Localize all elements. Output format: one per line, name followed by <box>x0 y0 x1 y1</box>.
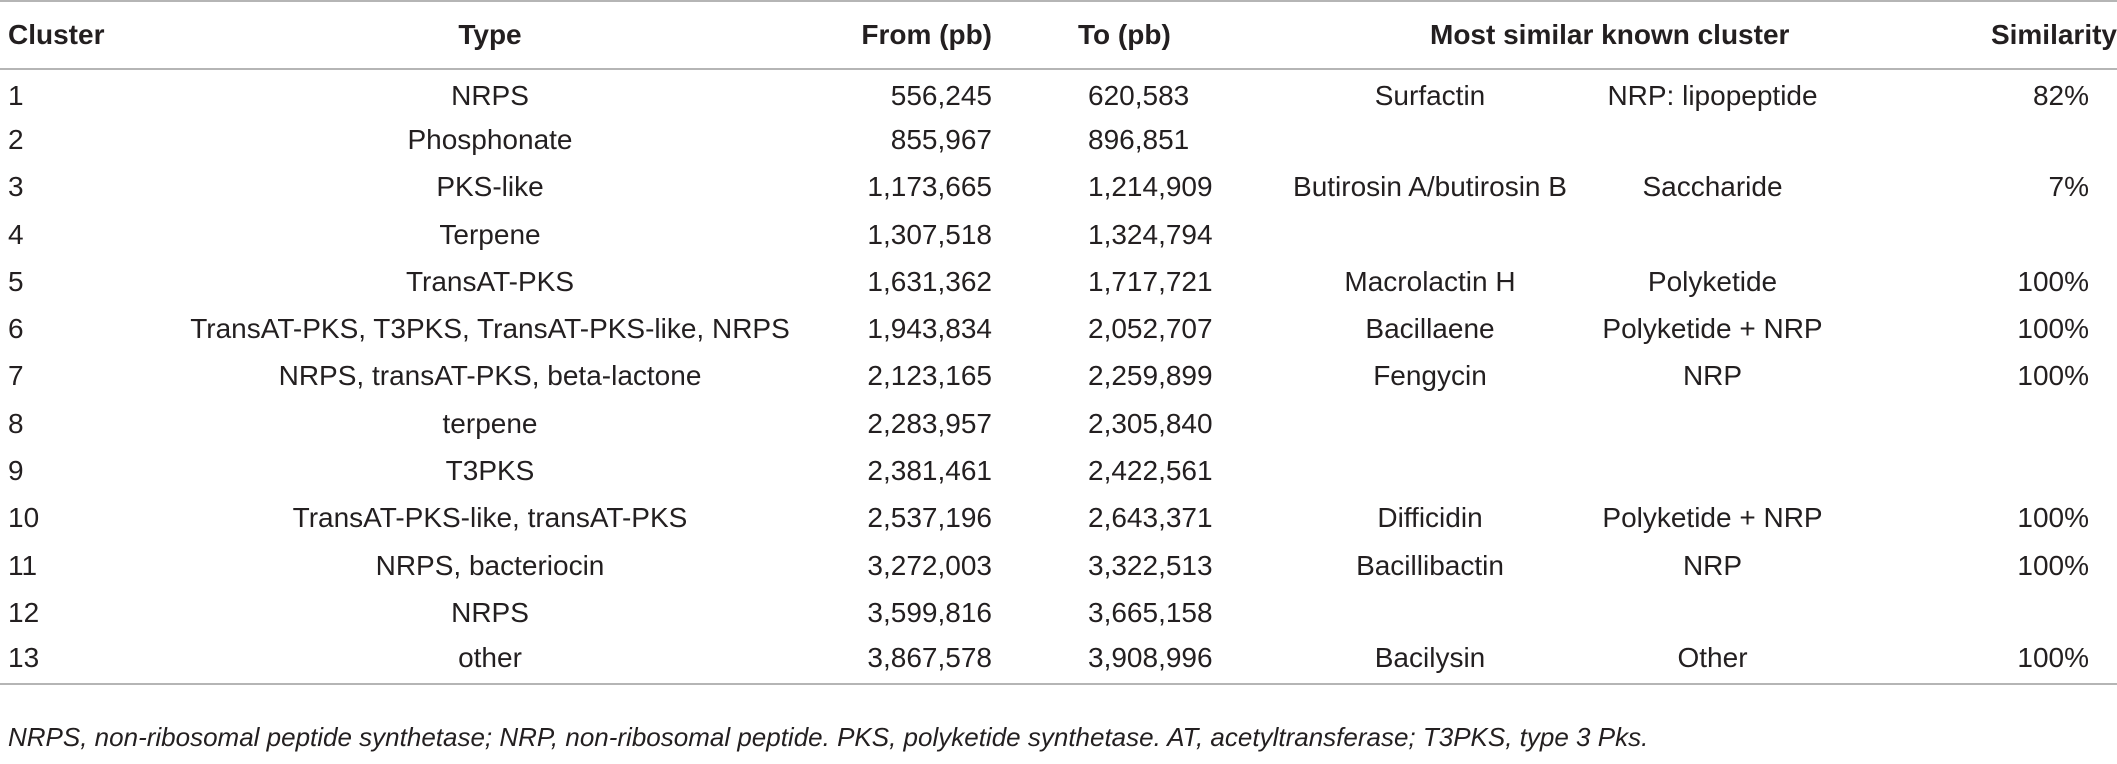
cell-cluster: 4 <box>8 218 24 250</box>
cell-cluster: 2 <box>8 123 24 155</box>
cell-to: 3,908,996 <box>1030 637 1270 684</box>
cell-cluster: 10 <box>8 502 40 534</box>
cell-similarity: 82% <box>2032 80 2090 112</box>
cell-cluster: 8 <box>8 407 24 439</box>
cell-type: TransAT-PKS-like, transAT-PKS <box>292 502 688 534</box>
table-row <box>0 211 2117 258</box>
cell-known-cluster: Macrolactin H <box>1344 265 1516 297</box>
table-row <box>0 495 2117 542</box>
cell-from: 1,631,362 <box>867 265 992 297</box>
cell-known-cluster: Surfactin <box>1374 80 1486 112</box>
table-row <box>0 637 2117 684</box>
cell-category: Saccharide <box>1642 171 1783 203</box>
table-row <box>0 116 2117 163</box>
cell-from: 1,943,834 <box>867 313 992 345</box>
cell-category <box>1590 447 1835 494</box>
cell-type: NRPS, transAT-PKS, beta-lactone <box>278 360 702 392</box>
cell-similarity <box>1835 211 2117 258</box>
cell-category: Polyketide <box>1647 265 1778 297</box>
table-row <box>0 164 2117 211</box>
table-row <box>0 589 2117 636</box>
cell-similarity: 7% <box>2048 171 2090 203</box>
cell-cluster: 12 <box>8 596 40 628</box>
cell-category: NRP: lipopeptide <box>1607 80 1818 112</box>
cell-to: 2,643,371 <box>1088 502 1213 534</box>
cell-similarity: 100% <box>2017 502 2090 534</box>
cell-type: NRPS <box>451 596 529 628</box>
cell-from: 3,272,003 <box>867 549 992 581</box>
cell-type: NRPS, bacteriocin <box>375 549 605 581</box>
cell-category <box>1590 589 1835 636</box>
cell-to: 1,214,909 <box>1088 171 1213 203</box>
cell-known-cluster <box>1270 447 1590 494</box>
cell-to: 1,324,794 <box>1088 218 1213 250</box>
cell-similarity: 100% <box>1835 637 2117 684</box>
table-row <box>0 353 2117 400</box>
header-similarity: Similarity <box>1835 1 2117 69</box>
cell-cluster: 6 <box>8 313 24 345</box>
cell-known-cluster <box>1270 400 1590 447</box>
cell-category: Other <box>1590 637 1835 684</box>
cell-from: 2,537,196 <box>867 502 992 534</box>
cell-known-cluster: Fengycin <box>1373 360 1487 392</box>
header-known-cluster: Most similar known cluster <box>1270 1 1835 69</box>
header-from: From (pb) <box>860 1 1030 69</box>
cell-known-cluster: Difficidin <box>1377 502 1483 534</box>
cell-to: 3,322,513 <box>1088 549 1213 581</box>
cell-to: 896,851 <box>1088 123 1190 155</box>
table-header-row <box>0 1 2117 69</box>
table-row <box>0 542 2117 589</box>
cell-from: 3,599,816 <box>867 596 992 628</box>
cell-type: TransAT-PKS, T3PKS, TransAT-PKS-like, NRPS <box>190 313 790 345</box>
cell-cluster: 11 <box>8 549 38 581</box>
cell-to: 1,717,721 <box>1088 265 1213 297</box>
cell-from: 3,867,578 <box>860 637 1030 684</box>
table-footnote: NRPS, non-ribosomal peptide synthetase; NRP, non-ribosomal peptide. PKS, polyketide synthetase. AT, acetyltransferase; T3PKS, type 3 Pks. <box>8 722 1649 752</box>
cell-similarity: 100% <box>2017 549 2090 581</box>
cell-similarity: 100% <box>2017 265 2090 297</box>
cell-type: TransAT-PKS <box>405 265 575 297</box>
cell-type: Phosphonate <box>407 123 573 155</box>
cell-from: 2,381,461 <box>867 455 992 487</box>
cell-type: PKS-like <box>436 171 544 203</box>
cell-category: Polyketide + NRP <box>1602 313 1823 345</box>
cell-category: NRP <box>1682 549 1743 581</box>
table-row <box>0 258 2117 305</box>
cell-similarity: 100% <box>2017 360 2090 392</box>
cell-to: 2,422,561 <box>1088 455 1213 487</box>
cell-known-cluster: Bacillaene <box>1365 313 1495 345</box>
cell-to: 2,305,840 <box>1088 407 1213 439</box>
cell-cluster: 1 <box>8 80 24 112</box>
cell-from: 556,245 <box>890 80 992 112</box>
table-row <box>0 305 2117 352</box>
cell-type: T3PKS <box>445 455 535 487</box>
cell-cluster: 3 <box>8 171 24 203</box>
cell-type: Terpene <box>439 218 541 250</box>
header-cluster: Cluster <box>0 1 120 69</box>
cell-category <box>1590 400 1835 447</box>
cell-similarity <box>1835 400 2117 447</box>
cell-similarity: 100% <box>2017 313 2090 345</box>
cell-from: 2,283,957 <box>867 407 992 439</box>
cell-cluster: 13 <box>0 637 120 684</box>
table-row <box>0 69 2117 116</box>
cell-known-cluster <box>1270 211 1590 258</box>
cell-from: 2,123,165 <box>867 360 992 392</box>
cell-cluster: 7 <box>8 360 24 392</box>
cell-to: 3,665,158 <box>1088 596 1213 628</box>
cell-similarity <box>1835 589 2117 636</box>
cell-similarity <box>1835 447 2117 494</box>
cell-cluster: 9 <box>8 455 24 487</box>
cell-category <box>1590 211 1835 258</box>
cell-known-cluster <box>1270 116 1590 163</box>
header-type: Type <box>120 1 860 69</box>
cell-known-cluster: Bacilysin <box>1270 637 1590 684</box>
header-to: To (pb) <box>1030 1 1270 69</box>
cell-category: NRP <box>1682 360 1743 392</box>
table-row <box>0 447 2117 494</box>
cell-type: NRPS <box>451 80 529 112</box>
table-row <box>0 400 2117 447</box>
cell-to: 2,052,707 <box>1088 313 1213 345</box>
cell-to: 620,583 <box>1088 80 1190 112</box>
cell-from: 855,967 <box>890 123 992 155</box>
cell-similarity <box>1835 116 2117 163</box>
table-body <box>0 69 2117 684</box>
cell-type: terpene <box>442 407 538 439</box>
cell-category <box>1590 116 1835 163</box>
cell-to: 2,259,899 <box>1088 360 1213 392</box>
cell-known-cluster: Bacillibactin <box>1356 549 1504 581</box>
cell-from: 1,307,518 <box>867 218 992 250</box>
cell-category: Polyketide + NRP <box>1602 502 1823 534</box>
cell-type: other <box>120 637 860 684</box>
cell-known-cluster <box>1270 589 1590 636</box>
cell-cluster: 5 <box>8 265 24 297</box>
cell-known-cluster: Butirosin A/butirosin B <box>1293 171 1567 203</box>
cell-from: 1,173,665 <box>867 171 992 203</box>
